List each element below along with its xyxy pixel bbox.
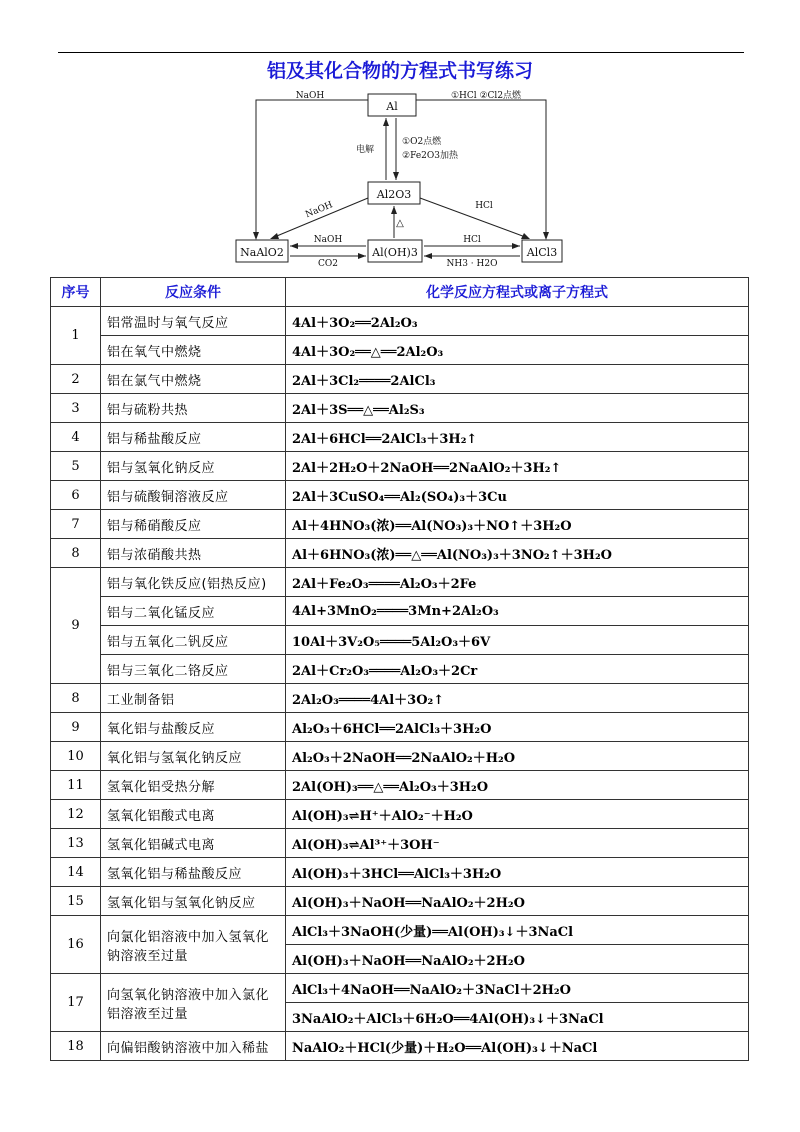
table-header-row xyxy=(51,278,749,307)
row-number: 18 xyxy=(51,1032,101,1061)
table-row xyxy=(51,916,749,945)
node-al: Al xyxy=(386,100,398,113)
node-alcl3: AlCl3 xyxy=(526,246,558,259)
row-number: 8 xyxy=(51,539,101,568)
table-row xyxy=(51,365,749,394)
table-row xyxy=(51,307,749,336)
table-row xyxy=(51,829,749,858)
row-equation: Al(OH)₃＋NaOH══NaAlO₂＋2H₂O xyxy=(286,945,749,974)
table-row xyxy=(51,858,749,887)
label-bottom-right-bottom: NH3 · H2O xyxy=(446,259,498,268)
row-equation: 4Al+3MnO₂════3Mn+2Al₂O₃ xyxy=(286,597,749,626)
row-equation: 4Al＋3O₂══2Al₂O₃ xyxy=(286,307,749,336)
row-condition: 铝与稀盐酸反应 xyxy=(101,423,286,452)
table-row xyxy=(51,713,749,742)
row-equation: NaAlO₂＋HCl(少量)＋H₂O══Al(OH)₃↓＋NaCl xyxy=(286,1032,749,1061)
label-bottom-left-bottom: CO2 xyxy=(318,259,338,268)
row-condition: 铝与三氧化二铬反应 xyxy=(101,655,286,684)
row-condition: 铝与硫粉共热 xyxy=(101,394,286,423)
node-aloh3: Al(OH)3 xyxy=(372,246,418,259)
label-top-right: ①HCl ②Cl2点燃 xyxy=(450,91,522,101)
row-condition: 氢氧化铝酸式电离 xyxy=(101,800,286,829)
table-row xyxy=(51,481,749,510)
table-row xyxy=(51,684,749,713)
table-row xyxy=(51,394,749,423)
row-condition: 铝在氧气中燃烧 xyxy=(101,336,286,365)
row-equation: 2Al＋Cr₂O₃════Al₂O₃＋2Cr xyxy=(286,655,749,684)
row-equation: Al₂O₃＋6HCl══2AlCl₃＋3H₂O xyxy=(286,713,749,742)
table-row xyxy=(51,423,749,452)
equation-table xyxy=(50,277,749,1061)
header-condition: 反应条件 xyxy=(101,278,286,307)
table-row xyxy=(51,655,749,684)
row-number: 14 xyxy=(51,858,101,887)
row-condition: 铝与二氧化锰反应 xyxy=(101,597,286,626)
table-row xyxy=(51,887,749,916)
reaction-diagram xyxy=(228,88,578,268)
label-bottom-left-top: NaOH xyxy=(313,235,343,245)
row-number: 9 xyxy=(51,713,101,742)
row-equation: AlCl₃＋4NaOH══NaAlO₂＋3NaCl＋2H₂O xyxy=(286,974,749,1003)
row-equation: 2Al(OH)₃══△══Al₂O₃＋3H₂O xyxy=(286,771,749,800)
row-equation: Al＋6HNO₃(浓)══△══Al(NO₃)₃＋3NO₂↑＋3H₂O xyxy=(286,539,749,568)
table-row xyxy=(51,539,749,568)
row-number: 2 xyxy=(51,365,101,394)
row-number: 10 xyxy=(51,742,101,771)
row-number: 4 xyxy=(51,423,101,452)
row-number: 16 xyxy=(51,916,101,974)
row-equation: 2Al＋2H₂O＋2NaOH══2NaAlO₂＋3H₂↑ xyxy=(286,452,749,481)
row-number: 7 xyxy=(51,510,101,539)
row-condition: 铝与氢氧化钠反应 xyxy=(101,452,286,481)
label-right-cond-2: ②Fe2O3加热 xyxy=(402,151,458,161)
label-top-left: NaOH xyxy=(295,91,325,101)
row-equation: 2Al₂O₃════4Al＋3O₂↑ xyxy=(286,684,749,713)
table-row xyxy=(51,568,749,597)
row-condition: 铝与稀硝酸反应 xyxy=(101,510,286,539)
row-number: 5 xyxy=(51,452,101,481)
label-triangle: △ xyxy=(396,218,404,229)
table-row xyxy=(51,1032,749,1061)
header-num: 序号 xyxy=(51,278,101,307)
table-body xyxy=(51,307,749,1061)
table-row xyxy=(51,974,749,1003)
row-equation: 3NaAlO₂＋AlCl₃＋6H₂O══4Al(OH)₃↓＋3NaCl xyxy=(286,1003,749,1032)
row-condition: 铝与硫酸铜溶液反应 xyxy=(101,481,286,510)
row-equation: 2Al＋Fe₂O₃════Al₂O₃＋2Fe xyxy=(286,568,749,597)
top-rule xyxy=(58,52,744,53)
row-equation: 4Al＋3O₂══△══2Al₂O₃ xyxy=(286,336,749,365)
table-row xyxy=(51,800,749,829)
row-condition: 铝与五氧化二钒反应 xyxy=(101,626,286,655)
label-diag-right: HCl xyxy=(475,201,493,211)
row-number: 15 xyxy=(51,887,101,916)
node-naalo2: NaAlO2 xyxy=(240,246,284,259)
row-condition: 向偏铝酸钠溶液中加入稀盐 xyxy=(101,1032,286,1061)
row-condition: 铝与氧化铁反应(铝热反应) xyxy=(101,568,286,597)
row-condition: 氢氧化铝碱式电离 xyxy=(101,829,286,858)
row-number: 9 xyxy=(51,568,101,684)
row-equation: Al₂O₃＋2NaOH══2NaAlO₂＋H₂O xyxy=(286,742,749,771)
row-number: 17 xyxy=(51,974,101,1032)
label-right-cond-1: ①O2点燃 xyxy=(402,137,442,147)
row-condition: 铝常温时与氧气反应 xyxy=(101,307,286,336)
row-number: 8 xyxy=(51,684,101,713)
row-number: 3 xyxy=(51,394,101,423)
node-al2o3: Al2O3 xyxy=(376,188,412,201)
row-condition: 氧化铝与氢氧化钠反应 xyxy=(101,742,286,771)
row-equation: Al(OH)₃＋NaOH══NaAlO₂＋2H₂O xyxy=(286,887,749,916)
row-equation: Al(OH)₃＋3HCl══AlCl₃＋3H₂O xyxy=(286,858,749,887)
row-equation: 2Al＋3CuSO₄══Al₂(SO₄)₃＋3Cu xyxy=(286,481,749,510)
row-condition: 向氢氧化钠溶液中加入氯化铝溶液至过量 xyxy=(101,974,286,1032)
row-condition: 工业制备铝 xyxy=(101,684,286,713)
row-equation: AlCl₃＋3NaOH(少量)══Al(OH)₃↓＋3NaCl xyxy=(286,916,749,945)
label-bottom-right-top: HCl xyxy=(463,235,481,245)
row-equation: Al＋4HNO₃(浓)══Al(NO₃)₃＋NO↑＋3H₂O xyxy=(286,510,749,539)
label-diag-left: NaOH xyxy=(304,200,335,221)
row-number: 6 xyxy=(51,481,101,510)
row-number: 1 xyxy=(51,307,101,365)
row-number: 12 xyxy=(51,800,101,829)
header-equation: 化学反应方程式或离子方程式 xyxy=(286,278,749,307)
row-condition: 氢氧化铝与氢氧化钠反应 xyxy=(101,887,286,916)
row-equation: Al(OH)₃⇌Al³⁺＋3OH⁻ xyxy=(286,829,749,858)
page-title: 铝及其化合物的方程式书写练习 xyxy=(266,60,533,82)
table-row xyxy=(51,742,749,771)
row-equation: Al(OH)₃⇌H⁺＋AlO₂⁻＋H₂O xyxy=(286,800,749,829)
row-condition: 氢氧化铝与稀盐酸反应 xyxy=(101,858,286,887)
table-row xyxy=(51,597,749,626)
table-row xyxy=(51,510,749,539)
row-condition: 铝在氯气中燃烧 xyxy=(101,365,286,394)
row-condition: 氧化铝与盐酸反应 xyxy=(101,713,286,742)
label-electrolysis: 电解 xyxy=(355,145,374,155)
row-equation: 10Al＋3V₂O₅════5Al₂O₃＋6V xyxy=(286,626,749,655)
row-number: 11 xyxy=(51,771,101,800)
row-condition: 向氯化铝溶液中加入氢氧化钠溶液至过量 xyxy=(101,916,286,974)
row-equation: 2Al＋3Cl₂════2AlCl₃ xyxy=(286,365,749,394)
table-row xyxy=(51,452,749,481)
row-equation: 2Al＋6HCl══2AlCl₃＋3H₂↑ xyxy=(286,423,749,452)
row-condition: 氢氧化铝受热分解 xyxy=(101,771,286,800)
table-row xyxy=(51,336,749,365)
row-number: 13 xyxy=(51,829,101,858)
row-equation: 2Al＋3S══△══Al₂S₃ xyxy=(286,394,749,423)
table-row xyxy=(51,771,749,800)
table-row xyxy=(51,626,749,655)
row-condition: 铝与浓硝酸共热 xyxy=(101,539,286,568)
